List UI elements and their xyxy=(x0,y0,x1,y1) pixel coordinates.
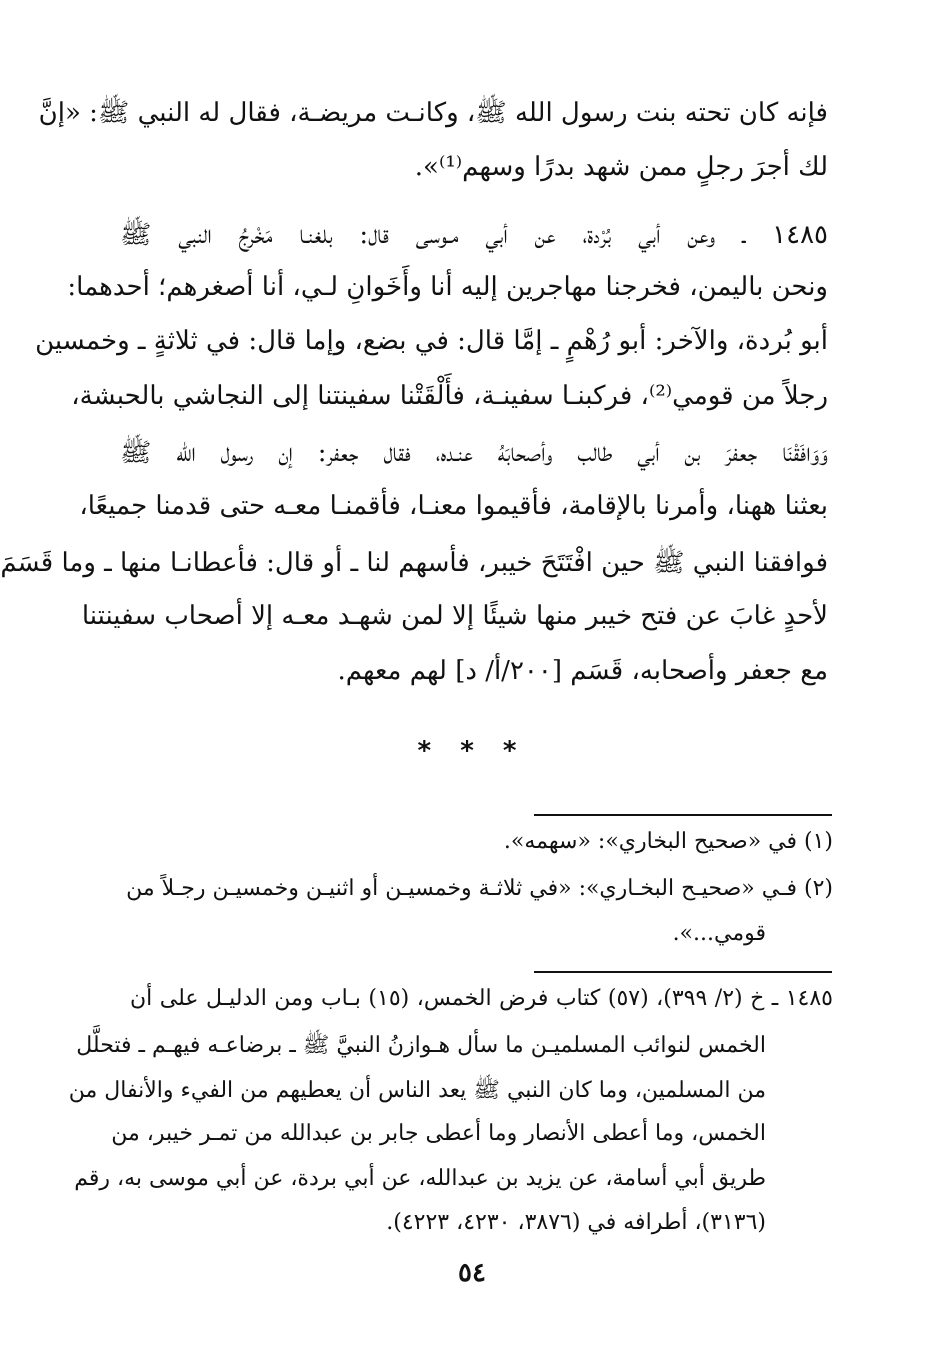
body-line-4: ونحن باليمن، فخرجنا مهاجرين إليه أنا وأَخَوانِ لـي، أنا أصغرهم؛ أحدهما: xyxy=(67,272,828,302)
body-line-1: فإنه كان تحته بنت رسول الله ﷺ، وكانـت مريضـة، فقال له النبي ﷺ: «إنَّ xyxy=(38,98,828,128)
takhrij-line-3: من المسلمين، وما كان النبي ﷺ يعد الناس أن يعطيهم من الفيء والأنفال من xyxy=(68,1078,766,1103)
takhrij-line-1: ١٤٨٥ ـ خ (٢/ ٣٩٩)، (٥٧) كتاب فرض الخمس، (١٥) بـاب ومن الدليـل على أن xyxy=(130,986,833,1011)
body-line-5: أبو بُردة، والآخر: أبو رُهْمٍ ـ إمَّا قال: في بضع، وإما قال: في ثلاثةٍ ـ وخمسين xyxy=(35,326,828,356)
takhrij-rule xyxy=(534,971,832,973)
body-line-3: ١٤٨٥ ـ وعن أبي بُرْدة، عن أبي مـوسى قال: بلغنـا مَخْرجُ النبي ﷺ xyxy=(120,220,828,250)
section-separator: * * * xyxy=(417,736,527,766)
body-line-2: لك أجرَ رجلٍ ممن شهد بدرًا وسهم⁽¹⁾». xyxy=(414,152,828,182)
page-number: ٥٤ xyxy=(458,1258,486,1288)
takhrij-line-6: (٣١٣٦)، أطرافه في (٣٨٧٦، ٤٢٣٠، ٤٢٢٣). xyxy=(386,1210,766,1235)
body-line-6: رجلاً من قومي⁽²⁾، فركبنـا سفينـة، فأَلْقَتْنا سفينتنا إلى النجاشي بالحبشة، xyxy=(71,381,828,411)
takhrij-line-2: الخمس لنوائب المسلميـن ما سأل هـوازنُ النبيَّ ﷺ ـ برضاعـه فيهـم ـ فتحلَّل xyxy=(76,1033,766,1058)
body-line-8: بعثنا ههنا، وأمرنا بالإقامة، فأقيموا معنـا، فأقمنـا معـه حتى قدمنا جميعًا، xyxy=(79,491,828,521)
footnote-rule xyxy=(534,814,832,816)
body-line-11: مع جعفر وأصحابه، قَسَم [٢٠٠/أ/ د] لهم معهم. xyxy=(337,656,828,686)
takhrij-line-5: طريق أبي أسامة، عن يزيد بن عبدالله، عن أبي بردة، عن أبي موسى به، رقم xyxy=(74,1166,766,1191)
takhrij-line-4: الخمس، وما أعطى الأنصار وما أعطى جابر بن عبدالله من تمـر خيبر، من xyxy=(111,1121,766,1146)
body-line-10: لأحدٍ غابَ عن فتح خيبر منها شيئًا إلا لمن شهـد معـه إلا أصحاب سفينتنا xyxy=(81,601,828,631)
footnote-2-continued: قومي...». xyxy=(672,921,766,946)
body-line-9: فوافقنا النبي ﷺ حين افْتَتَحَ خيبر، فأسهم لنا ـ أو قال: فأعطانـا منها ـ وما قَسَمَ xyxy=(0,548,828,578)
footnote-1: (١) في «صحيح البخاري»: «سهمه». xyxy=(503,829,833,854)
footnote-2: (٢) فـي «صحيـح البخـاري»: «في ثلاثـة وخمسيـن أو اثنيـن وخمسيـن رجـلاً من xyxy=(126,876,833,901)
body-line-7: وَوَافَقْنَا جعفرَ بن أبي طالب وأصحابَهُ عنـده، فقال جعفر: إن رسول الله ﷺ xyxy=(120,438,828,468)
